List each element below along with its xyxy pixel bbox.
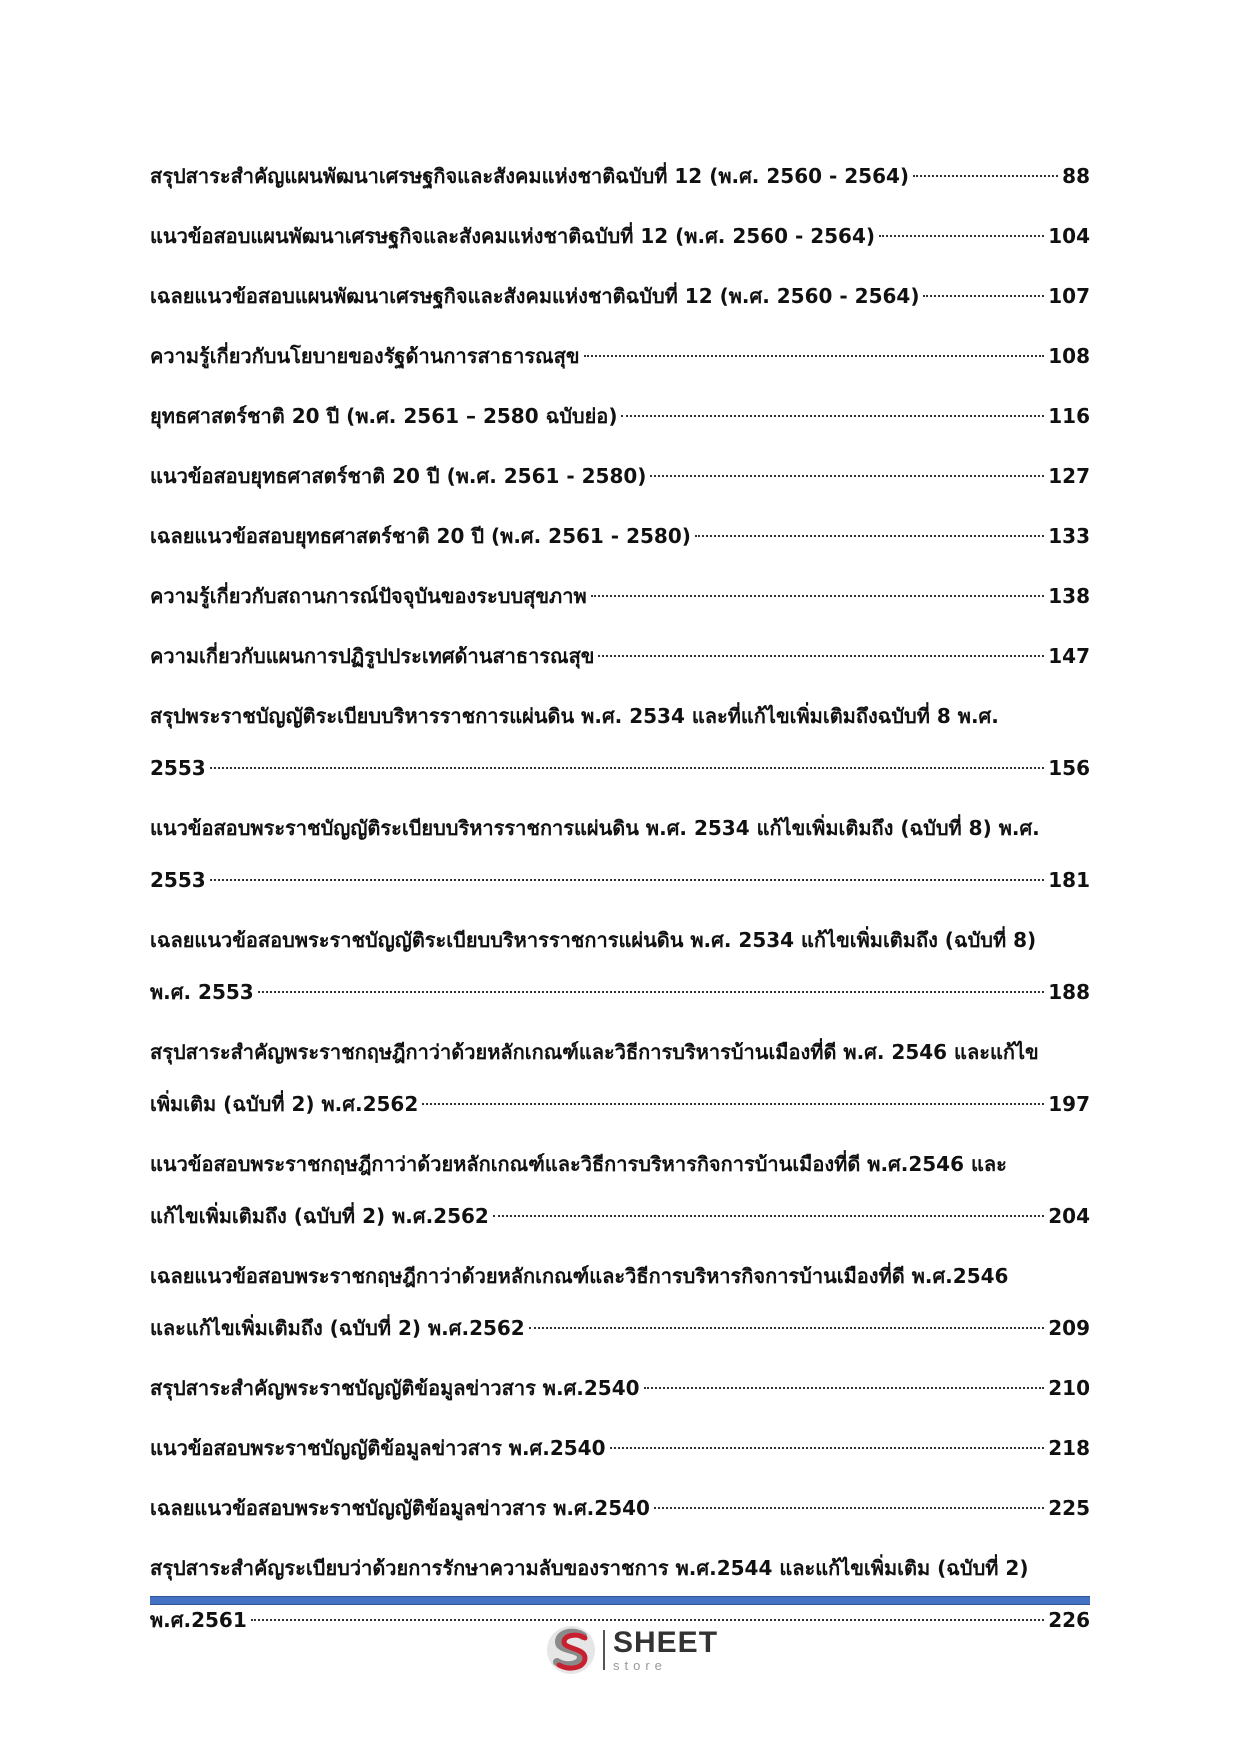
toc-entry[interactable]: [150, 1362, 1090, 1414]
toc-page-number: 127: [1048, 464, 1090, 488]
dot-leader: [695, 535, 1044, 537]
toc-entry[interactable]: [150, 150, 1090, 202]
toc-entry-title: สรุปสาระสำคัญพระราชกฤษฎีกาว่าด้วยหลักเกณฑ์และวิธีการบริหารบ้านเมืองที่ดี พ.ศ. 2546 และแก้ไข: [150, 1040, 1039, 1064]
logo-title: SHEET: [613, 1626, 719, 1659]
toc-entry[interactable]: [150, 1026, 1090, 1130]
logo-subtitle: store: [613, 1658, 667, 1673]
toc-page-number: 107: [1048, 284, 1090, 308]
toc-page-number: 204: [1048, 1204, 1090, 1228]
toc-page-number: 116: [1048, 404, 1090, 428]
toc-entry-title: แนวข้อสอบยุทธศาสตร์ชาติ 20 ปี (พ.ศ. 2561 - 2580): [150, 464, 647, 488]
toc-entry-title: เพิ่มเติม (ฉบับที่ 2) พ.ศ.2562: [150, 1092, 419, 1116]
toc-entry-title: สรุปพระราชบัญญัติระเบียบบริหารราชการแผ่นดิน พ.ศ. 2534 และที่แก้ไขเพิ่มเติมถึงฉบับที่ 8 พ.ศ.: [150, 704, 999, 728]
footer-divider: [150, 1596, 1090, 1605]
toc-entry[interactable]: [150, 390, 1090, 442]
toc-entry-title: ความรู้เกี่ยวกับสถานการณ์ปัจจุบันของระบบสุขภาพ: [150, 584, 587, 608]
sheet-store-s-icon: [545, 1624, 597, 1676]
dot-leader: [529, 1327, 1045, 1329]
toc-page-number: 188: [1048, 980, 1090, 1004]
toc-entry-title: ความเกี่ยวกับแผนการปฏิรูปประเทศด้านสาธารณสุข: [150, 644, 595, 668]
dot-leader: [598, 655, 1044, 657]
toc-entry[interactable]: [150, 330, 1090, 382]
dot-leader: [650, 475, 1044, 477]
dot-leader: [422, 1103, 1044, 1105]
dot-leader: [923, 295, 1044, 297]
toc-entry[interactable]: [150, 1422, 1090, 1474]
toc-entry-title: และแก้ไขเพิ่มเติมถึง (ฉบับที่ 2) พ.ศ.2562: [150, 1316, 525, 1340]
toc-entry-title: เฉลยแนวข้อสอบยุทธศาสตร์ชาติ 20 ปี (พ.ศ. 2561 - 2580): [150, 524, 691, 548]
toc-page-number: 147: [1048, 644, 1090, 668]
toc-entry[interactable]: [150, 914, 1090, 1018]
table-of-contents: [150, 150, 1090, 1654]
toc-entry[interactable]: [150, 1138, 1090, 1242]
toc-page-number: 104: [1048, 224, 1090, 248]
toc-entry-title: 2553: [150, 756, 206, 780]
toc-page-number: 197: [1048, 1092, 1090, 1116]
toc-entry[interactable]: [150, 270, 1090, 322]
toc-page-number: 209: [1048, 1316, 1090, 1340]
toc-page-number: 156: [1048, 756, 1090, 780]
toc-page-number: 181: [1048, 868, 1090, 892]
toc-entry-title: แนวข้อสอบพระราชบัญญัติข้อมูลข่าวสาร พ.ศ.2540: [150, 1436, 606, 1460]
dot-leader: [584, 355, 1045, 357]
toc-entry-title: แก้ไขเพิ่มเติมถึง (ฉบับที่ 2) พ.ศ.2562: [150, 1204, 489, 1228]
toc-entry[interactable]: [150, 1482, 1090, 1534]
toc-entry-title: แนวข้อสอบแผนพัฒนาเศรษฐกิจและสังคมแห่งชาติฉบับที่ 12 (พ.ศ. 2560 - 2564): [150, 224, 876, 248]
toc-entry[interactable]: [150, 510, 1090, 562]
toc-page-number: 225: [1048, 1496, 1090, 1520]
toc-entry-title: เฉลยแนวข้อสอบพระราชบัญญัติระเบียบบริหารราชการแผ่นดิน พ.ศ. 2534 แก้ไขเพิ่มเติมถึง (ฉบับที่ 8): [150, 928, 1037, 952]
toc-entry-title: ความรู้เกี่ยวกับนโยบายของรัฐด้านการสาธารณสุข: [150, 344, 580, 368]
toc-entry[interactable]: [150, 630, 1090, 682]
dot-leader: [913, 175, 1058, 177]
toc-entry-title: ยุทธศาสตร์ชาติ 20 ปี (พ.ศ. 2561 – 2580 ฉบับย่อ): [150, 404, 618, 428]
logo-separator: [603, 1630, 605, 1670]
dot-leader: [210, 879, 1045, 881]
toc-page-number: 226: [1048, 1608, 1090, 1632]
dot-leader: [654, 1507, 1044, 1509]
toc-page-number: 88: [1062, 164, 1090, 188]
toc-entry[interactable]: [150, 450, 1090, 502]
toc-entry-title: สรุปสาระสำคัญแผนพัฒนาเศรษฐกิจและสังคมแห่งชาติฉบับที่ 12 (พ.ศ. 2560 - 2564): [150, 164, 910, 188]
dot-leader: [591, 595, 1045, 597]
toc-page-number: 210: [1048, 1376, 1090, 1400]
toc-entry-title: เฉลยแนวข้อสอบพระราชกฤษฎีกาว่าด้วยหลักเกณฑ์และวิธีการบริหารกิจการบ้านเมืองที่ดี พ.ศ.2546: [150, 1264, 1009, 1288]
toc-entry-title: 2553: [150, 868, 206, 892]
toc-entry[interactable]: [150, 802, 1090, 906]
toc-entry[interactable]: [150, 690, 1090, 794]
toc-entry[interactable]: [150, 210, 1090, 262]
toc-page-number: 138: [1048, 584, 1090, 608]
dot-leader: [610, 1447, 1045, 1449]
toc-entry[interactable]: [150, 1250, 1090, 1354]
toc-entry[interactable]: [150, 570, 1090, 622]
toc-entry-title: สรุปสาระสำคัญระเบียบว่าด้วยการรักษาความลับของราชการ พ.ศ.2544 และแก้ไขเพิ่มเติม (ฉบับที่ 2): [150, 1556, 1029, 1580]
dot-leader: [210, 767, 1045, 769]
sheet-store-logo: [545, 1620, 725, 1680]
dot-leader: [493, 1215, 1044, 1217]
dot-leader: [879, 235, 1044, 237]
dot-leader: [644, 1387, 1045, 1389]
toc-entry-title: เฉลยแนวข้อสอบแผนพัฒนาเศรษฐกิจและสังคมแห่งชาติฉบับที่ 12 (พ.ศ. 2560 - 2564): [150, 284, 920, 308]
toc-entry-title: สรุปสาระสำคัญพระราชบัญญัติข้อมูลข่าวสาร พ.ศ.2540: [150, 1376, 640, 1400]
dot-leader: [621, 415, 1044, 417]
toc-page-number: 108: [1048, 344, 1090, 368]
toc-entry-title: แนวข้อสอบพระราชบัญญัติระเบียบบริหารราชการแผ่นดิน พ.ศ. 2534 แก้ไขเพิ่มเติมถึง (ฉบับที่ 8) พ.ศ.: [150, 816, 1040, 840]
dot-leader: [258, 991, 1045, 993]
toc-page-number: 218: [1048, 1436, 1090, 1460]
toc-entry-title: แนวข้อสอบพระราชกฤษฎีกาว่าด้วยหลักเกณฑ์และวิธีการบริหารกิจการบ้านเมืองที่ดี พ.ศ.2546 และ: [150, 1152, 1007, 1176]
toc-page-number: 133: [1048, 524, 1090, 548]
toc-entry-title: พ.ศ.2561: [150, 1608, 247, 1632]
toc-entry-title: เฉลยแนวข้อสอบพระราชบัญญัติข้อมูลข่าวสาร พ.ศ.2540: [150, 1496, 650, 1520]
toc-entry-title: พ.ศ. 2553: [150, 980, 254, 1004]
